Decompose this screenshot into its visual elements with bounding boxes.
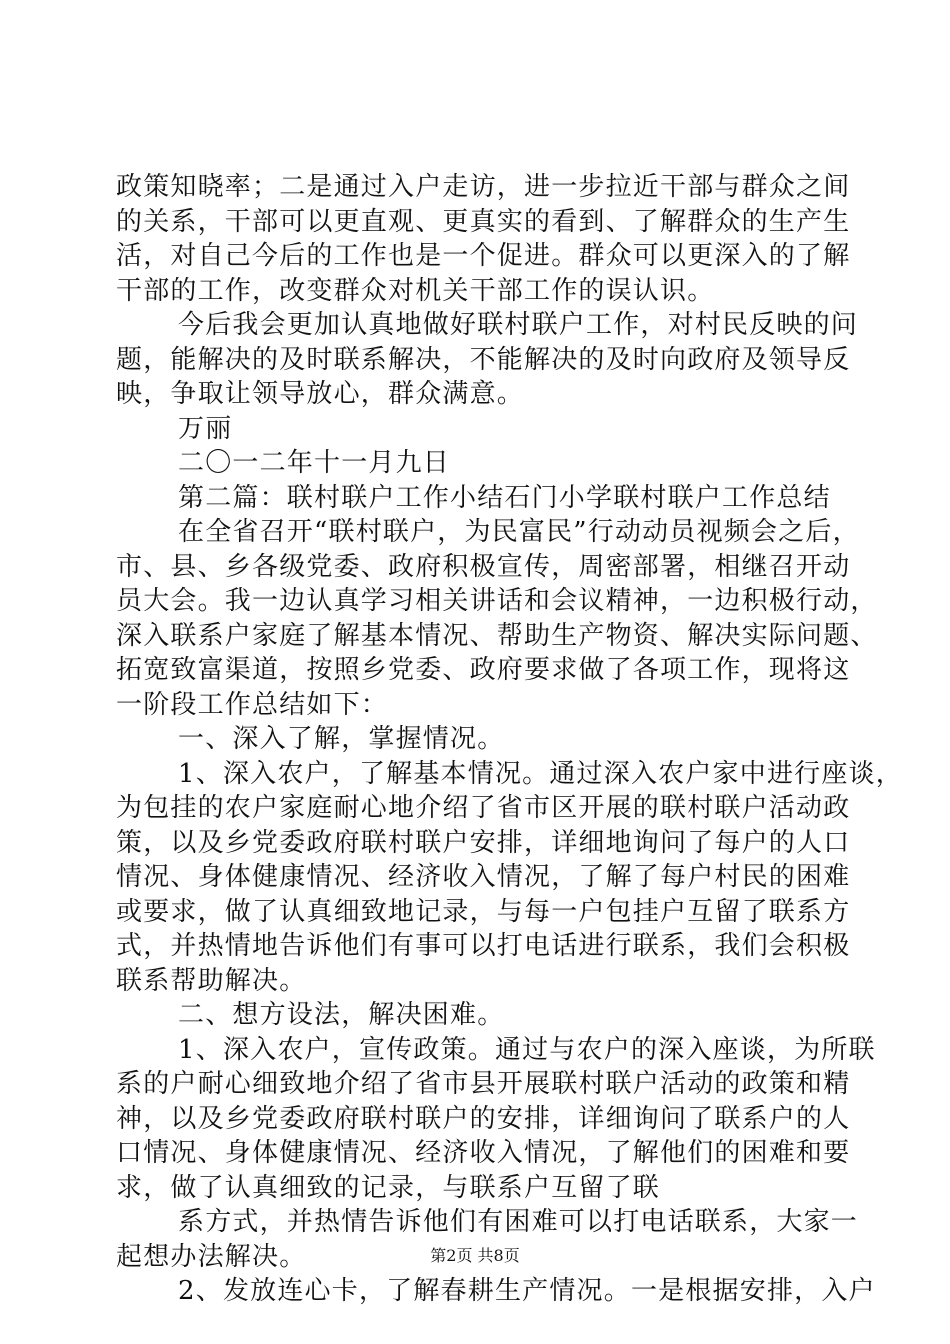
- page-indicator: 第2页 共8页: [430, 1246, 520, 1265]
- text-line: 策，以及乡党委政府联村联户安排，详细地询问了每户的人口: [116, 827, 851, 858]
- text-line: 干部的工作，改变群众对机关干部工作的误认识。: [116, 275, 715, 306]
- text-line: 1、深入农户，宣传政策。通过与农户的深入座谈，为所联: [178, 1034, 876, 1065]
- text-line: 神，以及乡党委政府联村联户的安排，详细询问了联系户的人: [116, 1103, 851, 1134]
- text-line: 1、深入农户，了解基本情况。通过深入农户家中进行座谈，: [178, 758, 903, 789]
- text-line: 在全省召开“联村联户，为民富民”行动动员视频会之后，: [178, 517, 860, 547]
- text-line: 拓宽致富渠道，按照乡党委、政府要求做了各项工作，现将这: [116, 655, 851, 685]
- text-line: 二〇一二年十一月九日: [178, 448, 451, 478]
- text-line: 系的户耐心细致地介绍了省市县开展联村联户活动的政策和精: [116, 1069, 851, 1099]
- text-line: 市、县、乡各级党委、政府积极宣传，周密部署，相继召开动: [116, 551, 851, 582]
- text-line: 题，能解决的及时联系解决，不能解决的及时向政府及领导反: [116, 344, 851, 375]
- text-line: 的关系，干部可以更直观、更真实的看到、了解群众的生产生: [116, 206, 851, 237]
- text-line: 政策知晓率；二是通过入户走访，进一步拉近干部与群众之间: [116, 172, 851, 202]
- text-line: 一阶段工作总结如下：: [116, 689, 389, 720]
- text-line: 一、深入了解，掌握情况。: [178, 724, 505, 754]
- text-line: 为包挂的农户家庭耐心地介绍了省市区开展的联村联户活动政: [116, 793, 851, 823]
- text-line: 系方式，并热情告诉他们有困难可以打电话联系，大家一: [178, 1207, 859, 1237]
- text-line: 员大会。我一边认真学习相关讲话和会议精神，一边积极行动，: [116, 586, 878, 616]
- text-line: 口情况、身体健康情况、经济收入情况，了解他们的困难和要: [116, 1138, 851, 1168]
- text-line: 2、发放连心卡，了解春耕生产情况。一是根据安排，入户: [178, 1276, 876, 1306]
- text-line: 今后我会更加认真地做好联村联户工作，对村民反映的问: [178, 310, 859, 340]
- text-line: 式，并热情地告诉他们有事可以打电话进行联系，我们会积极: [116, 931, 851, 961]
- text-line: 求，做了认真细致的记录，与联系户互留了联: [116, 1172, 661, 1203]
- text-line: 起想办法解决。: [116, 1241, 307, 1272]
- text-line: 或要求，做了认真细致地记录，与每一户包挂户互留了联系方: [116, 896, 851, 927]
- text-line: 映，争取让领导放心，群众满意。: [116, 379, 525, 409]
- document-body: [116, 170, 903, 1309]
- text-line: 万丽: [178, 413, 233, 444]
- text-line: 情况、身体健康情况、经济收入情况，了解了每户村民的困难: [116, 862, 851, 892]
- text-line: 二、想方设法，解决困难。: [178, 1000, 505, 1030]
- page-footer: [0, 1243, 950, 1266]
- text-line: 活，对自己今后的工作也是一个促进。群众可以更深入的了解: [116, 241, 851, 271]
- text-line: 联系帮助解决。: [116, 965, 307, 996]
- text-line: 深入联系户家庭了解基本情况、帮助生产物资、解决实际问题、: [116, 620, 878, 651]
- text-line: 第二篇：联村联户工作小结石门小学联村联户工作总结: [178, 482, 831, 513]
